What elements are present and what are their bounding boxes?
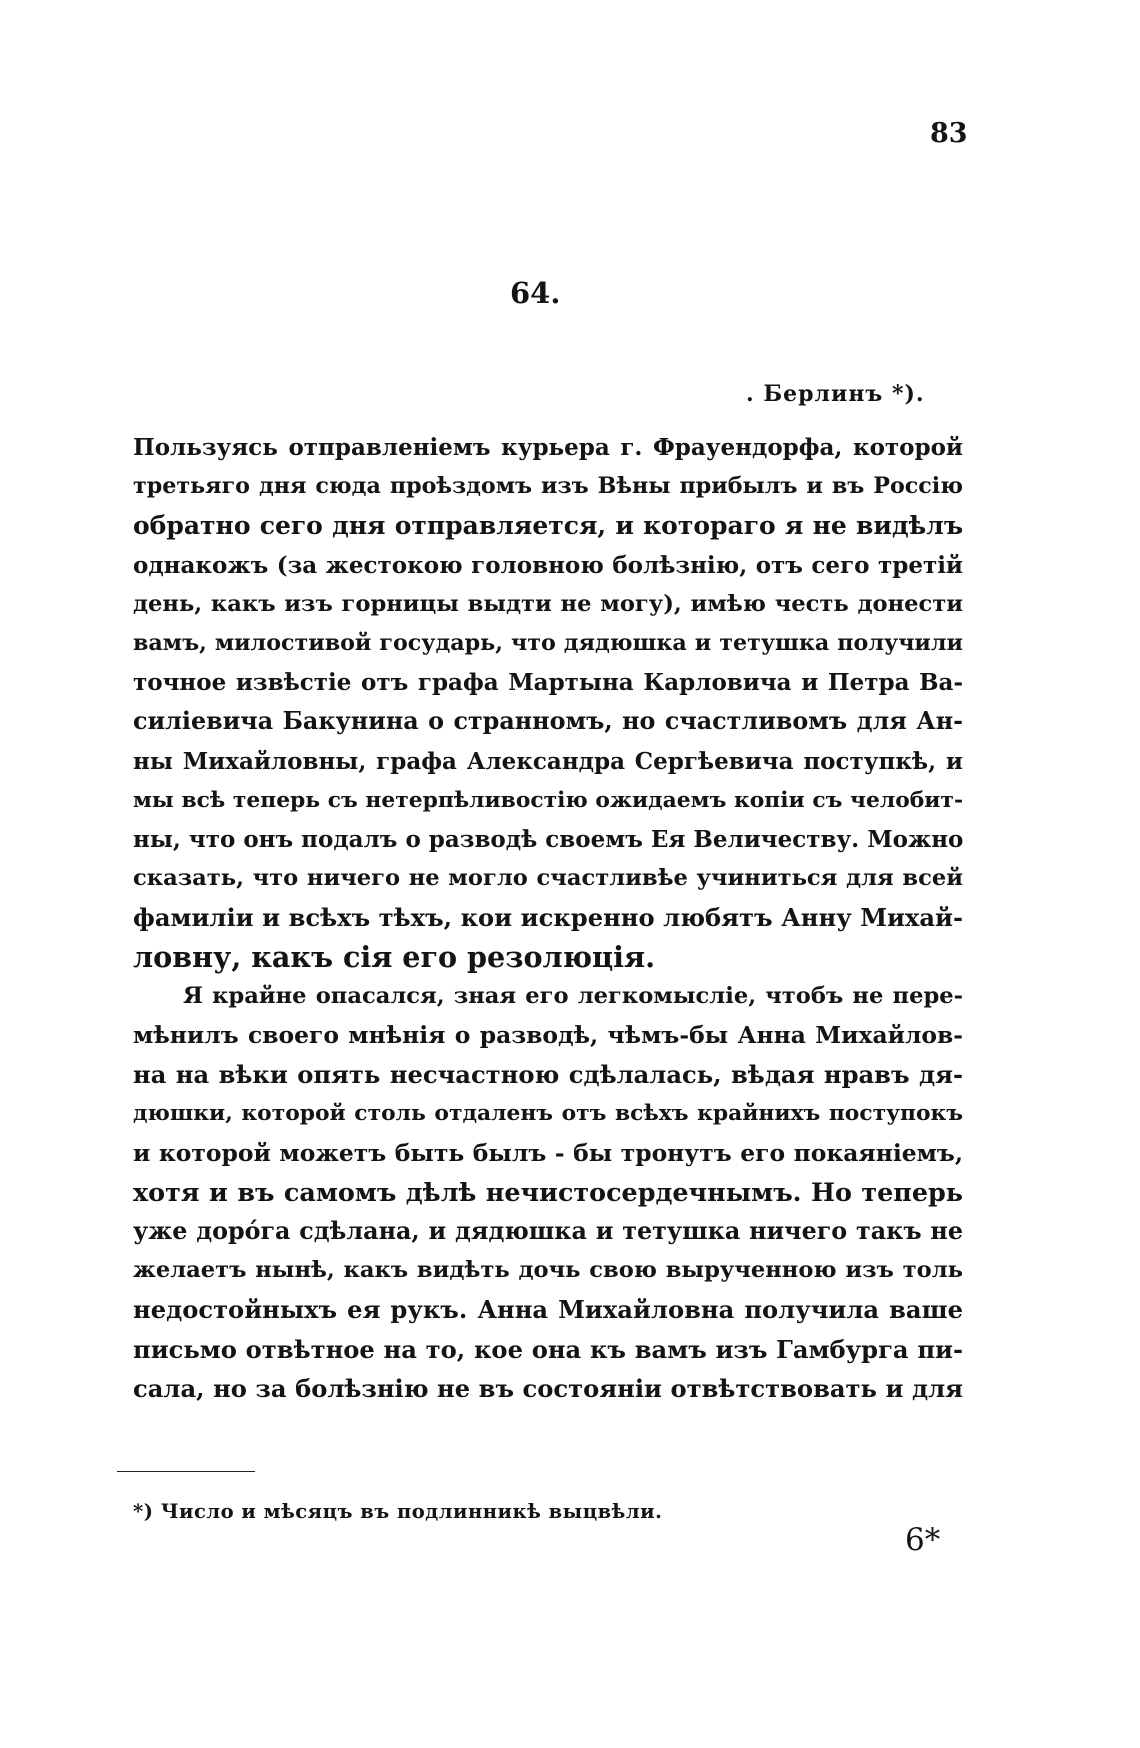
text-line: Пользуясь отправленіемъ курьера г. Фрауендорфа, которой	[133, 434, 963, 461]
text-line: мѣнилъ своего мнѣнія о разводѣ, чѣмъ-бы Анна Михайлов-	[133, 1021, 963, 1050]
text-line: ны, что онъ подалъ о разводѣ своемъ Ея Величеству. Можно	[133, 826, 964, 854]
text-line: дюшки, которой столь отдаленъ отъ всѣхъ крайнихъ поступокъ	[133, 1101, 963, 1127]
text-line: хотя и въ самомъ дѣлѣ нечистосердечнымъ. Но теперь	[133, 1176, 963, 1207]
text-line: сказать, что ничего не могло счастливѣе учиниться для всей	[133, 865, 963, 892]
printer-signature-mark: 6*	[905, 1522, 941, 1558]
paragraph-1	[133, 428, 963, 977]
text-line: на на вѣки опять несчастною сдѣлалась, вѣдая нравъ дя-	[133, 1060, 963, 1090]
text-line: фамиліи и всѣхъ тѣхъ, кои искренно любятъ Анну Михай-	[133, 903, 963, 933]
footnote-divider	[117, 1471, 255, 1472]
text-line: точное извѣстіе отъ графа Мартына Карловича и Петра Ва-	[133, 669, 963, 697]
text-line: недостойныхъ ея рукъ. Анна Михайловна получила ваше	[133, 1295, 963, 1325]
text-line: силіевича Бакунина о странномъ, но счастливомъ для Ан-	[133, 707, 963, 736]
text-line: обратно сего дня отправляется, и котораго я не видѣлъ	[133, 511, 963, 541]
text-line: письмо отвѣтное на то, кое она къ вамъ изъ Гамбурга пи-	[133, 1334, 963, 1364]
text-line: Я крайне опасался, зная его легкомысліе, чтобъ не пере-	[183, 982, 963, 1009]
paragraph-2	[133, 977, 963, 1408]
text-line: ны Михайловны, графа Александра Сергѣевича поступкѣ, и	[133, 747, 963, 775]
text-line: уже дорóга сдѣлана, и дядюшка и тетушка ничего такъ не	[133, 1217, 963, 1246]
text-line: третьяго дня сюда проѣздомъ изъ Вѣны прибылъ и въ Россію	[133, 473, 963, 500]
footnote: *) Число и мѣсяцъ въ подлинникѣ выцвѣли.	[133, 1500, 663, 1523]
text-line: ловну, какъ сія его резолюція.	[133, 939, 656, 974]
text-line: однакожъ (за жестокою головною болѣзнію, отъ сего третій	[133, 551, 963, 579]
text-line: день, какъ изъ горницы выдти не могу), имѣю честь донести	[133, 590, 963, 617]
text-line: и которой можетъ быть былъ - бы тронутъ его покаяніемъ,	[133, 1138, 963, 1167]
text-line: сала, но за болѣзнію не въ состояніи отвѣтствовать и для	[133, 1373, 963, 1403]
letter-number-heading: 64.	[510, 276, 561, 310]
text-line: желаетъ нынѣ, какъ видѣть дочь свою вырученною изъ толь	[133, 1257, 963, 1284]
page-number: 83	[930, 118, 968, 149]
letter-body	[133, 428, 963, 1408]
letter-place-line: . Берлинъ *).	[746, 381, 925, 407]
text-line: мы всѣ теперь съ нетерпѣливостію ожидаемъ копіи съ челобит-	[133, 787, 963, 813]
text-line: вамъ, милостивой государь, что дядюшка и тетушка получили	[133, 630, 963, 657]
